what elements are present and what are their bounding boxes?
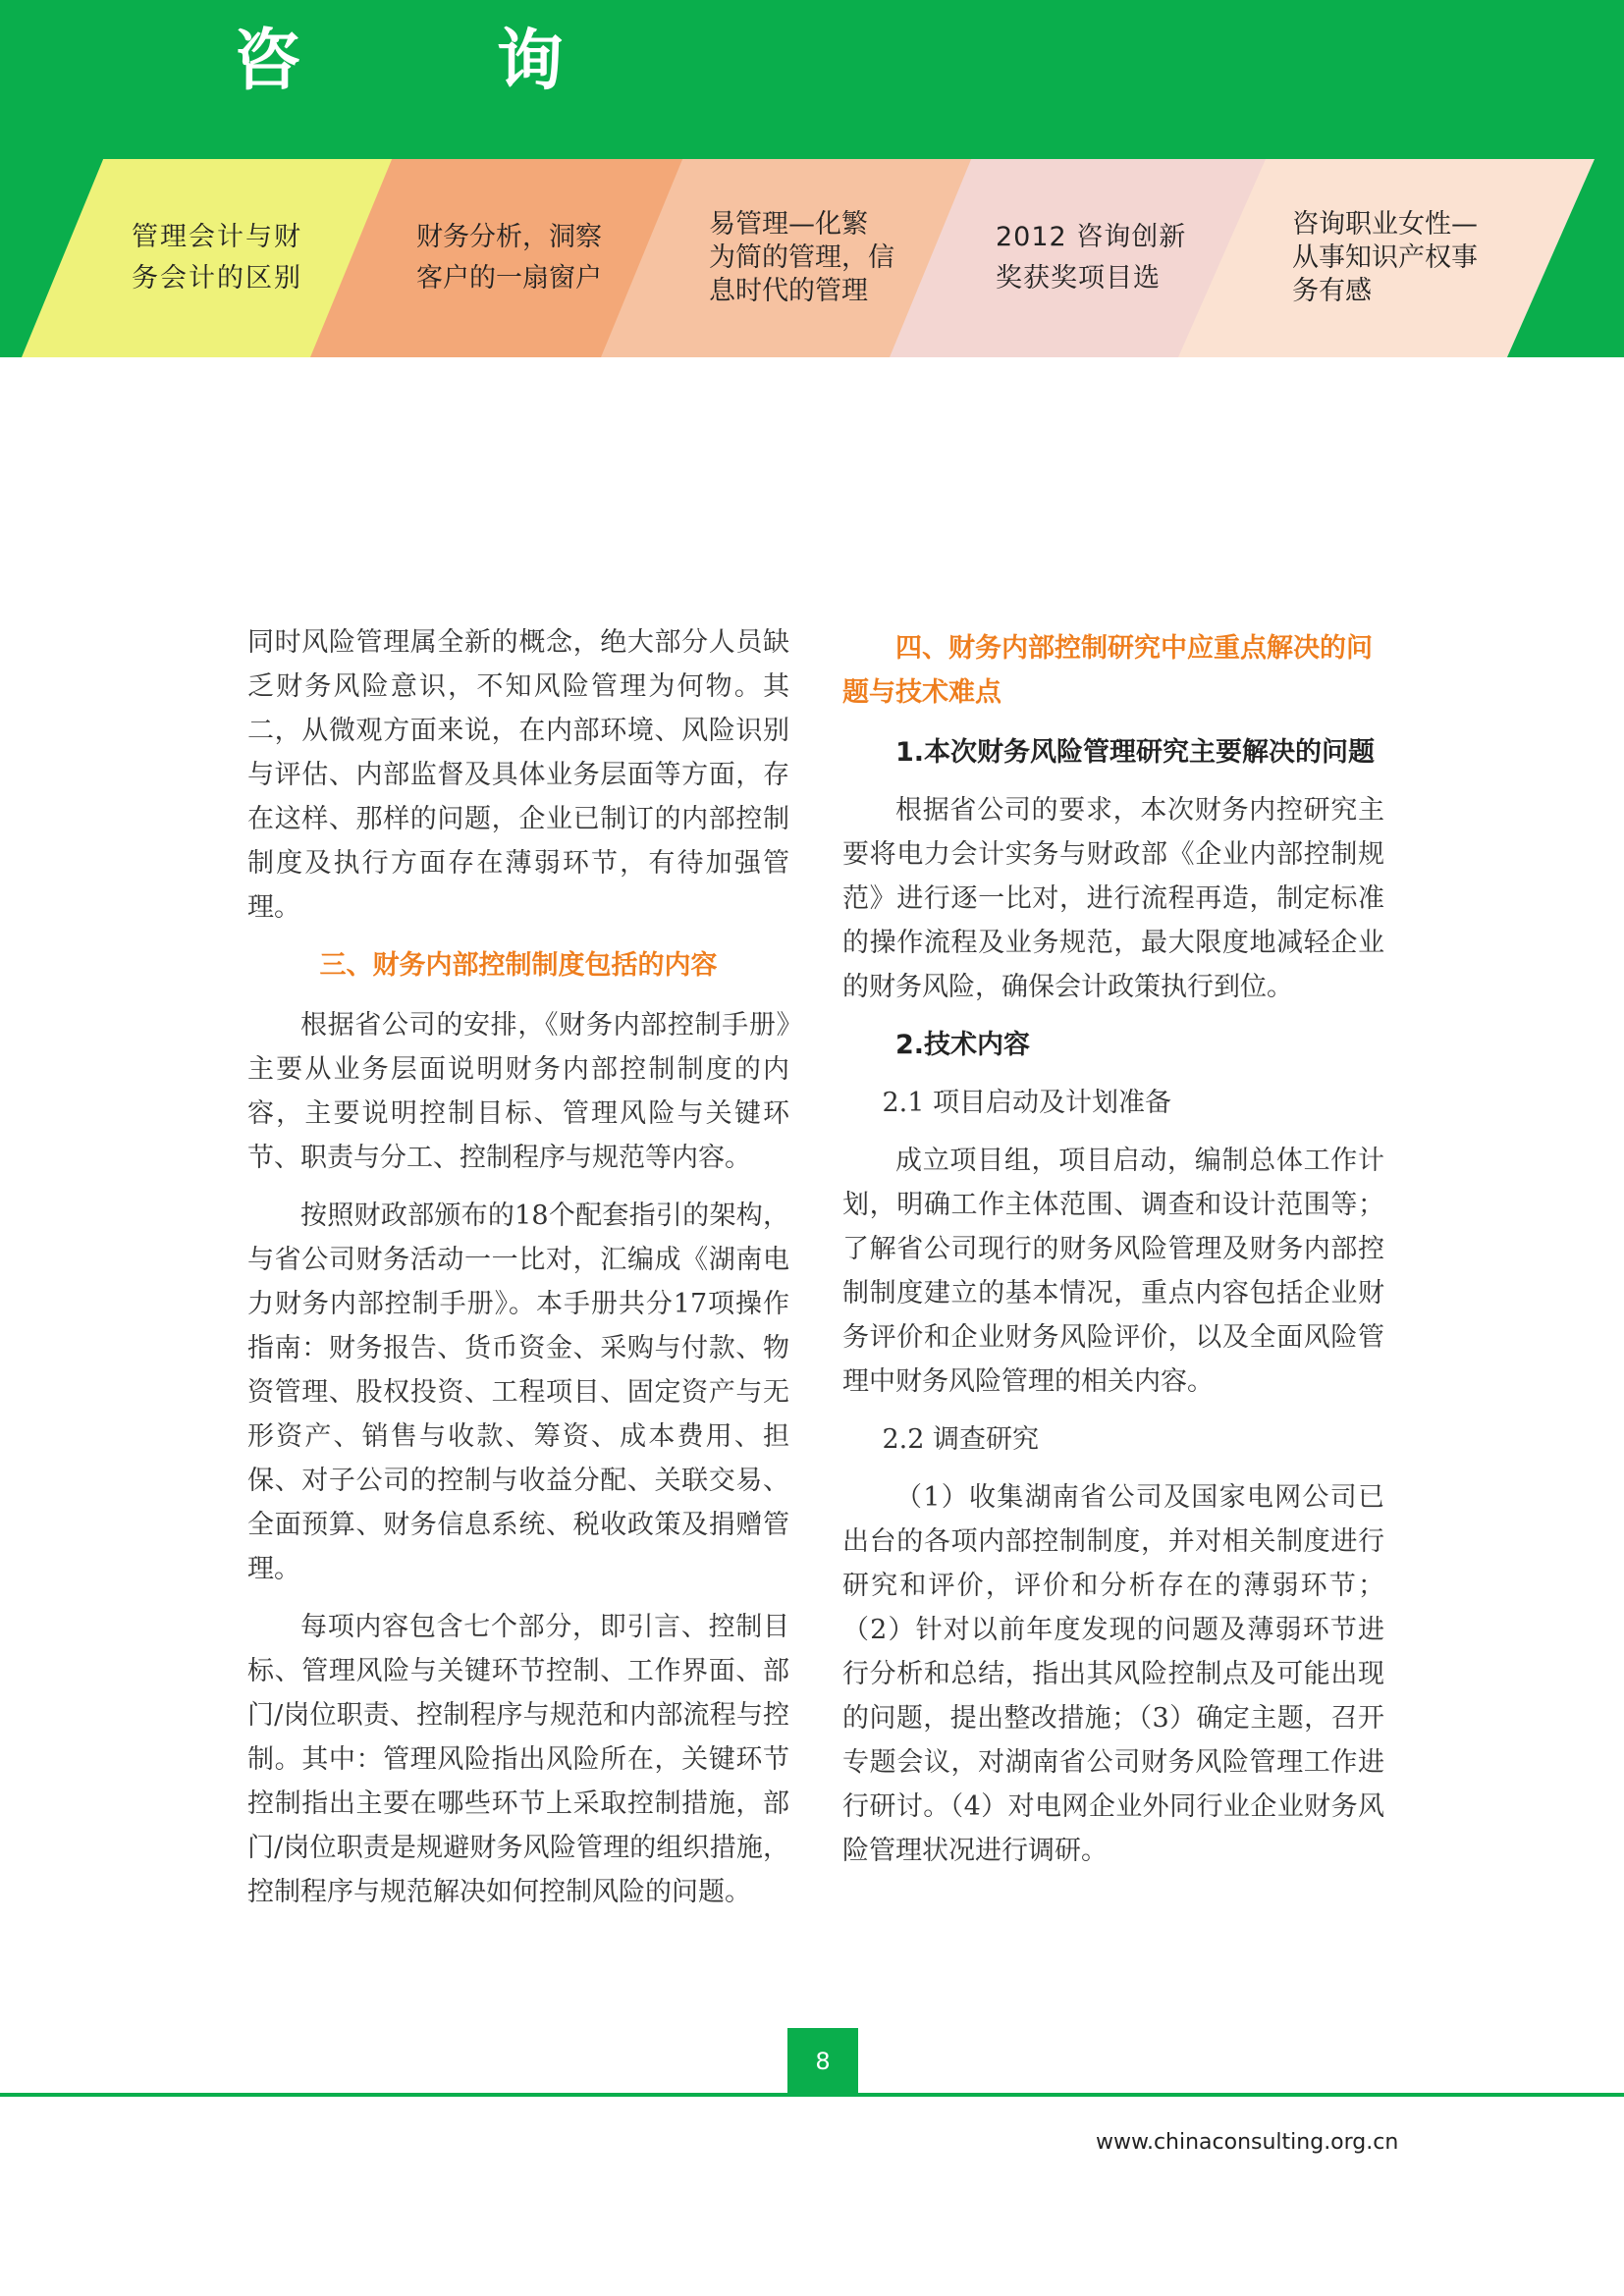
section-heading-3: 三、财务内部控制制度包括的内容 [319, 950, 718, 981]
tab-innovation-award[interactable] [996, 159, 1212, 357]
tab-management-accounting[interactable] [132, 159, 338, 357]
website-url[interactable]: www.chinaconsulting.org.cn [1096, 2130, 1399, 2155]
page-number: 8 [815, 2048, 831, 2075]
left-column [247, 620, 789, 1928]
paragraph: （1）收集湖南省公司及国家电网公司已出台的各项内部控制制度，并对相关制度进行研究和评价，评价和分析存在的薄弱环节；（2）针对以前年度发现的问题及薄弱环节进行分析和总结，指出其风险控制点及可能出现的问题，提出整改措施；（3）确定主题，召开专题会议，对湖南省公司财务风险管理工作进行研讨。（4）对电网企业外同行业企业财务风险管理状况进行调研。 [842, 1482, 1384, 1866]
brand-title: 咨 询 [234, 22, 650, 100]
tab-1-line-1: 管理会计与财 [132, 222, 302, 252]
paragraph: 成立项目组，项目启动，编制总体工作计划，明确工作主体范围、调查和设计范围等；了解省公司现行的财务风险管理及财务内部控制制度建立的基本情况，重点内容包括企业财务评价和企业财务风险评价，以及全面风险管理中财务风险管理的相关内容。 [842, 1146, 1384, 1397]
subsection-heading-2-1: 2.1 项目启动及计划准备 [882, 1088, 1172, 1118]
header-banner [0, 0, 1624, 357]
topic-tabs [0, 159, 1624, 357]
tab-5-line-3: 务有感 [1292, 276, 1372, 306]
tab-3-line-2: 为简的管理，信 [709, 242, 894, 273]
tab-5-line-1: 咨询职业女性— [1292, 209, 1478, 240]
tab-1-line-2: 务会计的区别 [132, 263, 302, 294]
tab-3-line-3: 息时代的管理 [709, 276, 868, 306]
tab-easy-management[interactable] [709, 159, 915, 357]
tab-financial-analysis[interactable] [416, 159, 623, 357]
paragraph: 根据省公司的要求，本次财务内控研究主要将电力会计实务与财政部《企业内部控制规范》进行逐一比对，进行流程再造，制定标准的操作流程及业务规范，最大限度地减轻企业的财务风险，确保会计政策执行到位。 [842, 795, 1384, 1002]
subsection-heading-2-2: 2.2 调查研究 [882, 1424, 1040, 1455]
paragraph: 按照财政部颁布的18个配套指引的架构，与省公司财务活动一一比对，汇编成《湖南电力财务内部控制手册》。本手册共分17项操作指南：财务报告、货币资金、采购与付款、物资管理、股权投资、工程项目、固定资产与无形资产、销售与收款、筹资、成本费用、担保、对子公司的控制与收益分配、关联交易、全面预算、财务信息系统、税收政策及捐赠管理。 [247, 1201, 789, 1584]
tab-2-line-1: 财务分析，洞察 [416, 222, 602, 252]
paragraph: 根据省公司的安排，《财务内部控制手册》主要从业务层面说明财务内部控制制度的内容，主要说明控制目标、管理风险与关键环节、职责与分工、控制程序与规范等内容。 [247, 1010, 789, 1173]
paragraph: 每项内容包含七个部分，即引言、控制目标、管理风险与关键环节控制、工作界面、部门/岗位职责、控制程序与规范和内部流程与控制。其中：管理风险指出风险所在，关键环节控制指出主要在哪些环节上采取控制措施，部门/岗位职责是规避财务风险管理的组织措施，控制程序与规范解决如何控制风险的问题。 [247, 1612, 789, 1907]
subsection-heading-1: 1.本次财务风险管理研究主要解决的问题 [895, 737, 1376, 768]
tab-3-line-1: 易管理—化繁 [709, 209, 868, 240]
page-number-badge [787, 2028, 858, 2095]
right-column [842, 620, 1384, 1887]
tab-2-line-2: 客户的一扇窗户 [416, 263, 602, 294]
tab-5-line-2: 从事知识产权事 [1292, 242, 1478, 273]
section-heading-4: 四、财务内部控制研究中应重点解决的问题与技术难点 [842, 633, 1373, 708]
tab-4-line-1: 2012 咨询创新 [996, 222, 1187, 252]
paragraph: 同时风险管理属全新的概念，绝大部分人员缺乏财务风险意识，不知风险管理为何物。其二，从微观方面来说，在内部环境、风险识别与评估、内部监督及具体业务层面等方面，存在这样、那样的问题，企业已制订的内部控制制度及执行方面存在薄弱环节，有待加强管理。 [247, 627, 789, 923]
tab-professional-women[interactable] [1292, 159, 1508, 357]
subsection-heading-2: 2.技术内容 [895, 1030, 1031, 1060]
tab-4-line-2: 奖获奖项目选 [996, 263, 1161, 294]
